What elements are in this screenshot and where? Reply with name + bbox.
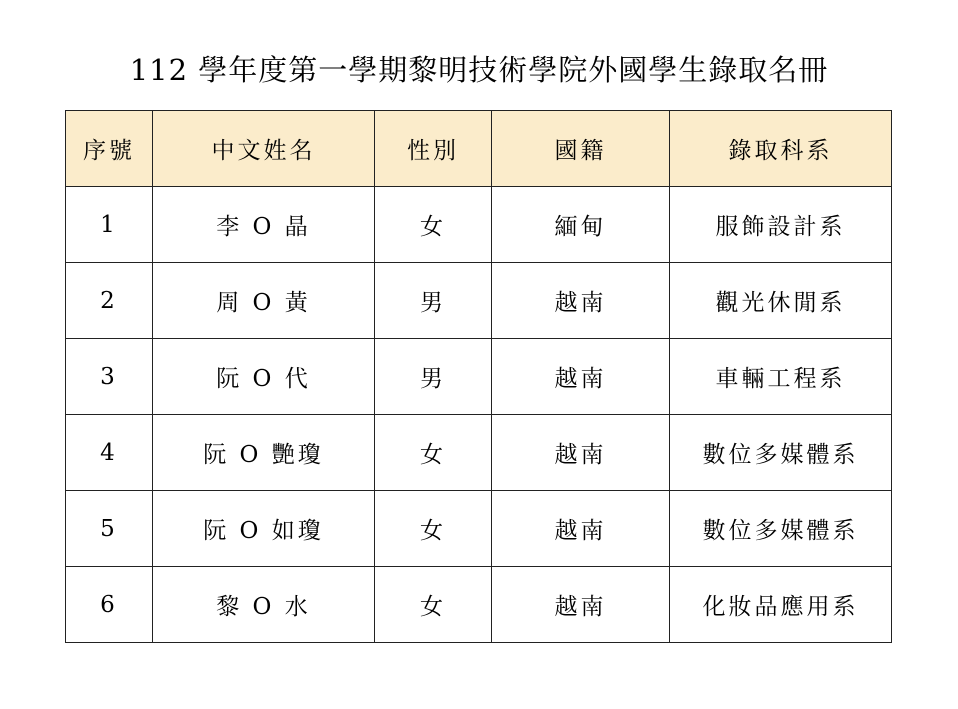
cell-chinese-name: 阮 O 如瓊 <box>153 491 375 567</box>
cell-gender: 女 <box>375 187 492 263</box>
table-header <box>66 111 892 187</box>
table-row <box>66 187 892 263</box>
admission-roster-table <box>65 110 892 643</box>
cell-department: 觀光休閒系 <box>670 263 892 339</box>
cell-nationality: 越南 <box>492 339 670 415</box>
cell-chinese-name: 黎 O 水 <box>153 567 375 643</box>
cell-serial-number: 5 <box>66 491 153 567</box>
table-row <box>66 491 892 567</box>
cell-department: 數位多媒體系 <box>670 415 892 491</box>
cell-department: 數位多媒體系 <box>670 491 892 567</box>
cell-serial-number: 2 <box>66 263 153 339</box>
cell-serial-number: 6 <box>66 567 153 643</box>
cell-gender: 男 <box>375 339 492 415</box>
cell-chinese-name: 阮 O 艷瓊 <box>153 415 375 491</box>
cell-department: 服飾設計系 <box>670 187 892 263</box>
cell-nationality: 越南 <box>492 263 670 339</box>
roster-table-container <box>65 110 892 643</box>
table-row <box>66 567 892 643</box>
table-row <box>66 263 892 339</box>
cell-gender: 女 <box>375 415 492 491</box>
column-header-chinese-name: 中文姓名 <box>153 111 375 187</box>
cell-department: 化妝品應用系 <box>670 567 892 643</box>
cell-nationality: 越南 <box>492 567 670 643</box>
column-header-department: 錄取科系 <box>670 111 892 187</box>
table-body <box>66 187 892 643</box>
cell-chinese-name: 李 O 晶 <box>153 187 375 263</box>
table-row <box>66 415 892 491</box>
cell-gender: 男 <box>375 263 492 339</box>
table-row <box>66 339 892 415</box>
cell-gender: 女 <box>375 567 492 643</box>
cell-serial-number: 4 <box>66 415 153 491</box>
column-header-nationality: 國籍 <box>492 111 670 187</box>
cell-chinese-name: 周 O 黃 <box>153 263 375 339</box>
cell-chinese-name: 阮 O 代 <box>153 339 375 415</box>
cell-serial-number: 3 <box>66 339 153 415</box>
cell-serial-number: 1 <box>66 187 153 263</box>
column-header-serial-number: 序號 <box>66 111 153 187</box>
cell-gender: 女 <box>375 491 492 567</box>
cell-nationality: 越南 <box>492 415 670 491</box>
header-row <box>66 111 892 187</box>
cell-nationality: 緬甸 <box>492 187 670 263</box>
column-header-gender: 性別 <box>375 111 492 187</box>
page-title: 112 學年度第一學期黎明技術學院外國學生錄取名冊 <box>129 53 829 87</box>
cell-department: 車輛工程系 <box>670 339 892 415</box>
cell-nationality: 越南 <box>492 491 670 567</box>
